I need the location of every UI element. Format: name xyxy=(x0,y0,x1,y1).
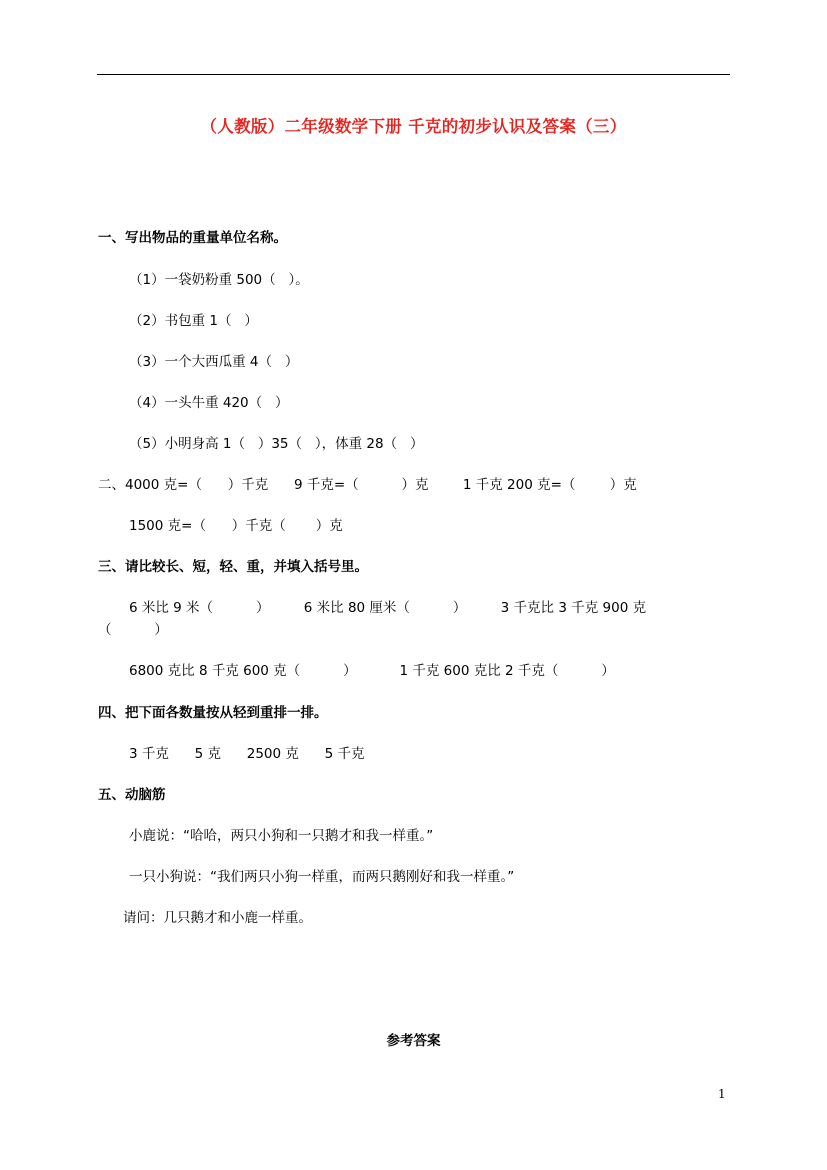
section1-item-4: （4）一头牛重 420（ ） xyxy=(129,395,289,411)
answers-heading: 参考答案 xyxy=(386,1033,441,1049)
section4-items: 3 千克 5 克 2500 克 5 千克 xyxy=(129,746,365,762)
section1-heading: 一、写出物品的重量单位名称。 xyxy=(98,230,287,246)
section2-line-2: 1500 克=（ ）千克（ ）克 xyxy=(129,518,343,534)
page-number: 1 xyxy=(718,1087,726,1101)
section1-item-3: （3）一个大西瓜重 4（ ） xyxy=(129,354,299,370)
section1-item-2: （2）书包重 1（ ） xyxy=(129,313,258,329)
section5-heading: 五、动脑筋 xyxy=(98,787,166,803)
header-rule xyxy=(97,74,730,75)
section1-item-1: （1）一袋奶粉重 500（ ）。 xyxy=(129,272,309,288)
section4-heading: 四、把下面各数量按从轻到重排一排。 xyxy=(98,705,328,721)
section3-line-2: 6800 克比 8 千克 600 克（ ） 1 千克 600 克比 2 千克（ ） xyxy=(129,663,615,679)
section3-line-1: 6 米比 9 米（ ） 6 米比 80 厘米（ ） 3 千克比 3 千克 900 克 xyxy=(129,600,647,616)
section1-item-5: （5）小明身高 1（ ）35（ ），体重 28（ ） xyxy=(129,436,424,452)
document-title: （人教版）二年级数学下册 千克的初步认识及答案（三） xyxy=(200,117,627,136)
section3-line-1-wrap: （ ） xyxy=(98,622,168,638)
section5-line-1: 小鹿说：“哈哈，两只小狗和一只鹅才和我一样重。” xyxy=(129,828,434,844)
section3-heading: 三、请比较长、短，轻、重，并填入括号里。 xyxy=(98,559,368,575)
section5-line-2: 一只小狗说：“我们两只小狗一样重，而两只鹅刚好和我一样重。” xyxy=(129,869,515,885)
section2-line-1: 二、4000 克=（ ）千克 9 千克=（ ）克 1 千克 200 克=（ ）克 xyxy=(98,477,637,493)
section5-line-3: 请问：几只鹅才和小鹿一样重。 xyxy=(123,910,312,926)
